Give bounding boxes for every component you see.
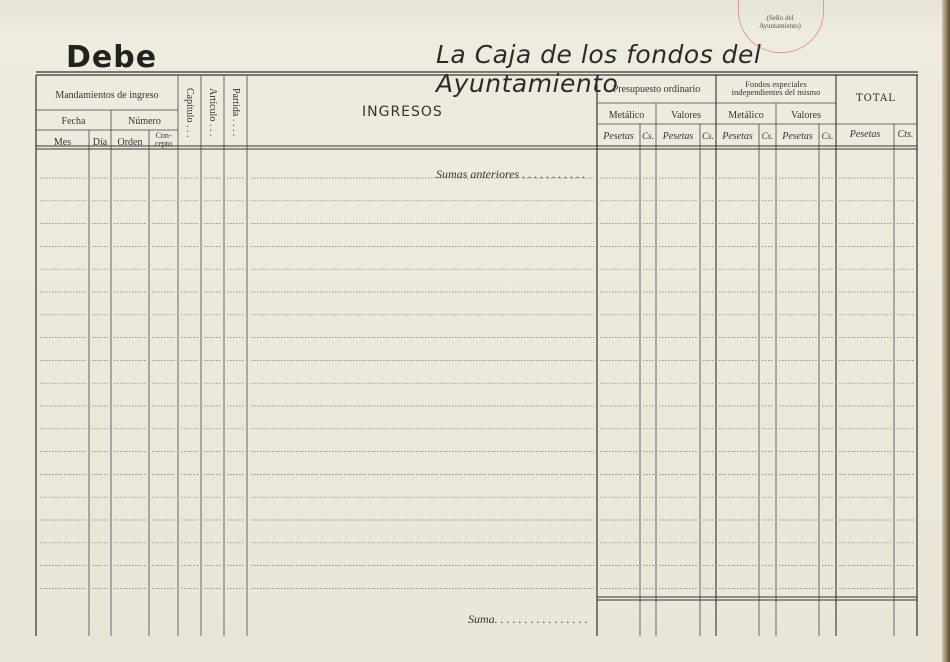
header-cs-3: Cs. [761,131,774,141]
header-partida: Partida . . . . [230,88,241,137]
header-fondos-line1: Fondos especiales [745,79,807,89]
row-sumas-anteriores: Sumas anteriores . . . . . . . . . . . [436,167,586,181]
header-concepto-line1: Con- [155,131,172,140]
header-cs-4: Cs. [821,131,834,141]
header-orden: Orden [117,137,143,148]
header-pesetas-3: Pesetas [722,131,753,142]
header-concepto-line2: cepto [154,139,173,148]
header-pesetas-1: Pesetas [603,131,634,142]
header-fondos-line2: independientes del mismo [731,87,821,97]
page-title-caja: La Caja de los fondos del Ayuntamiento [436,40,762,98]
header-metalico-1: Metálico [608,110,645,121]
header-valores-2: Valores [791,110,821,121]
header-articulo: Artículo . . . [207,88,218,137]
header-pesetas-total: Pesetas [849,129,881,140]
header-total: TOTAL [856,93,896,104]
header-mes: Mes [53,137,72,148]
seal-label-line1: (Sello del [766,14,794,22]
header-cts-total: Cts. [897,129,914,140]
header-metalico-2: Metálico [728,110,764,121]
header-dia: Día [92,137,108,148]
page-title-debe: Debe [66,40,158,75]
header-pesetas-2: Pesetas [662,131,694,142]
header-fondos [716,80,836,96]
header-numero: Número [128,116,161,127]
header-cs-1: Cs. [642,131,654,141]
header-fecha: Fecha [61,116,86,127]
header-cs-2: Cs. [702,131,714,141]
seal-label-line2: Ayuntamiento) [759,22,801,30]
header-valores-1: Valores [671,110,701,121]
header-ingresos: INGRESOS [362,104,443,120]
header-presupuesto: Presupuesto ordinario [612,84,701,95]
header-capitulo: Capítulo . . . [184,88,195,138]
header-pesetas-4: Pesetas [782,131,813,142]
header-concepto [149,132,178,148]
header-mandamientos: Mandamientos de ingreso [55,90,159,101]
ledger-rows [40,178,915,588]
row-suma: Suma. . . . . . . . . . . . . . . . [468,612,588,626]
